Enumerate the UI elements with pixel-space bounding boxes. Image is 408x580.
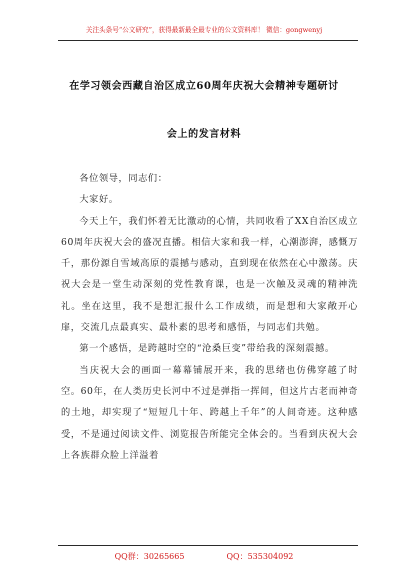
document-title-line-2: 会上的发言材料 (166, 129, 242, 140)
salutation-paragraph: 各位领导，同志们： (79, 173, 168, 184)
footer-qq-number: QQ：535304092 (226, 552, 294, 561)
header-divider (58, 40, 358, 41)
footer-qq-group: QQ群：30265665 (114, 552, 185, 561)
body-paragraph: 当庆祝大会的画面一幕幕铺展开来，我的思绪也仿佛穿越了时空。60年，在人类历史长河中不过是弹指一挥间，但这片古老而神奇的土地，却实现了“短短几十年、跨越上千年”的人间奇迹。这种感受，不是通过阅读文件、浏览报告所能完全体会的。当看到庆祝大会上各族群众脸上洋溢着 (61, 364, 358, 461)
document-title-line-1: 在学习领会西藏自治区成立60周年庆祝大会精神专题研讨 (69, 81, 339, 92)
body-paragraph: 今天上午，我们怀着无比激动的心情，共同收看了XX自治区成立60周年庆祝大会的盛况直播。相信大家和我一样，心潮澎湃，感慨万千，那份源自雪域高原的震撼与感动，直到现在依然在心中激荡。庆祝大会是一堂生动深刻的党性教育课，也是一次触及灵魂的精神洗礼。坐在这里，我不是想汇报什么工作成绩，而是想和大家敞开心扉，交流几点最真实、最朴素的思考和感悟，与同志们共勉。 (61, 215, 358, 334)
footer-contact (0, 551, 408, 562)
document-body (61, 168, 358, 466)
section-heading-paragraph: 第一个感悟，是跨越时空的“沧桑巨变”带给我的深刻震撼。 (79, 343, 335, 355)
header-promo-text: 关注头条号“公文研究”，获得最新最全最专业的公文资料库！ 微信：gongwenyj (85, 26, 323, 34)
footer-divider (58, 545, 358, 546)
greeting-paragraph: 大家好。 (79, 194, 119, 206)
